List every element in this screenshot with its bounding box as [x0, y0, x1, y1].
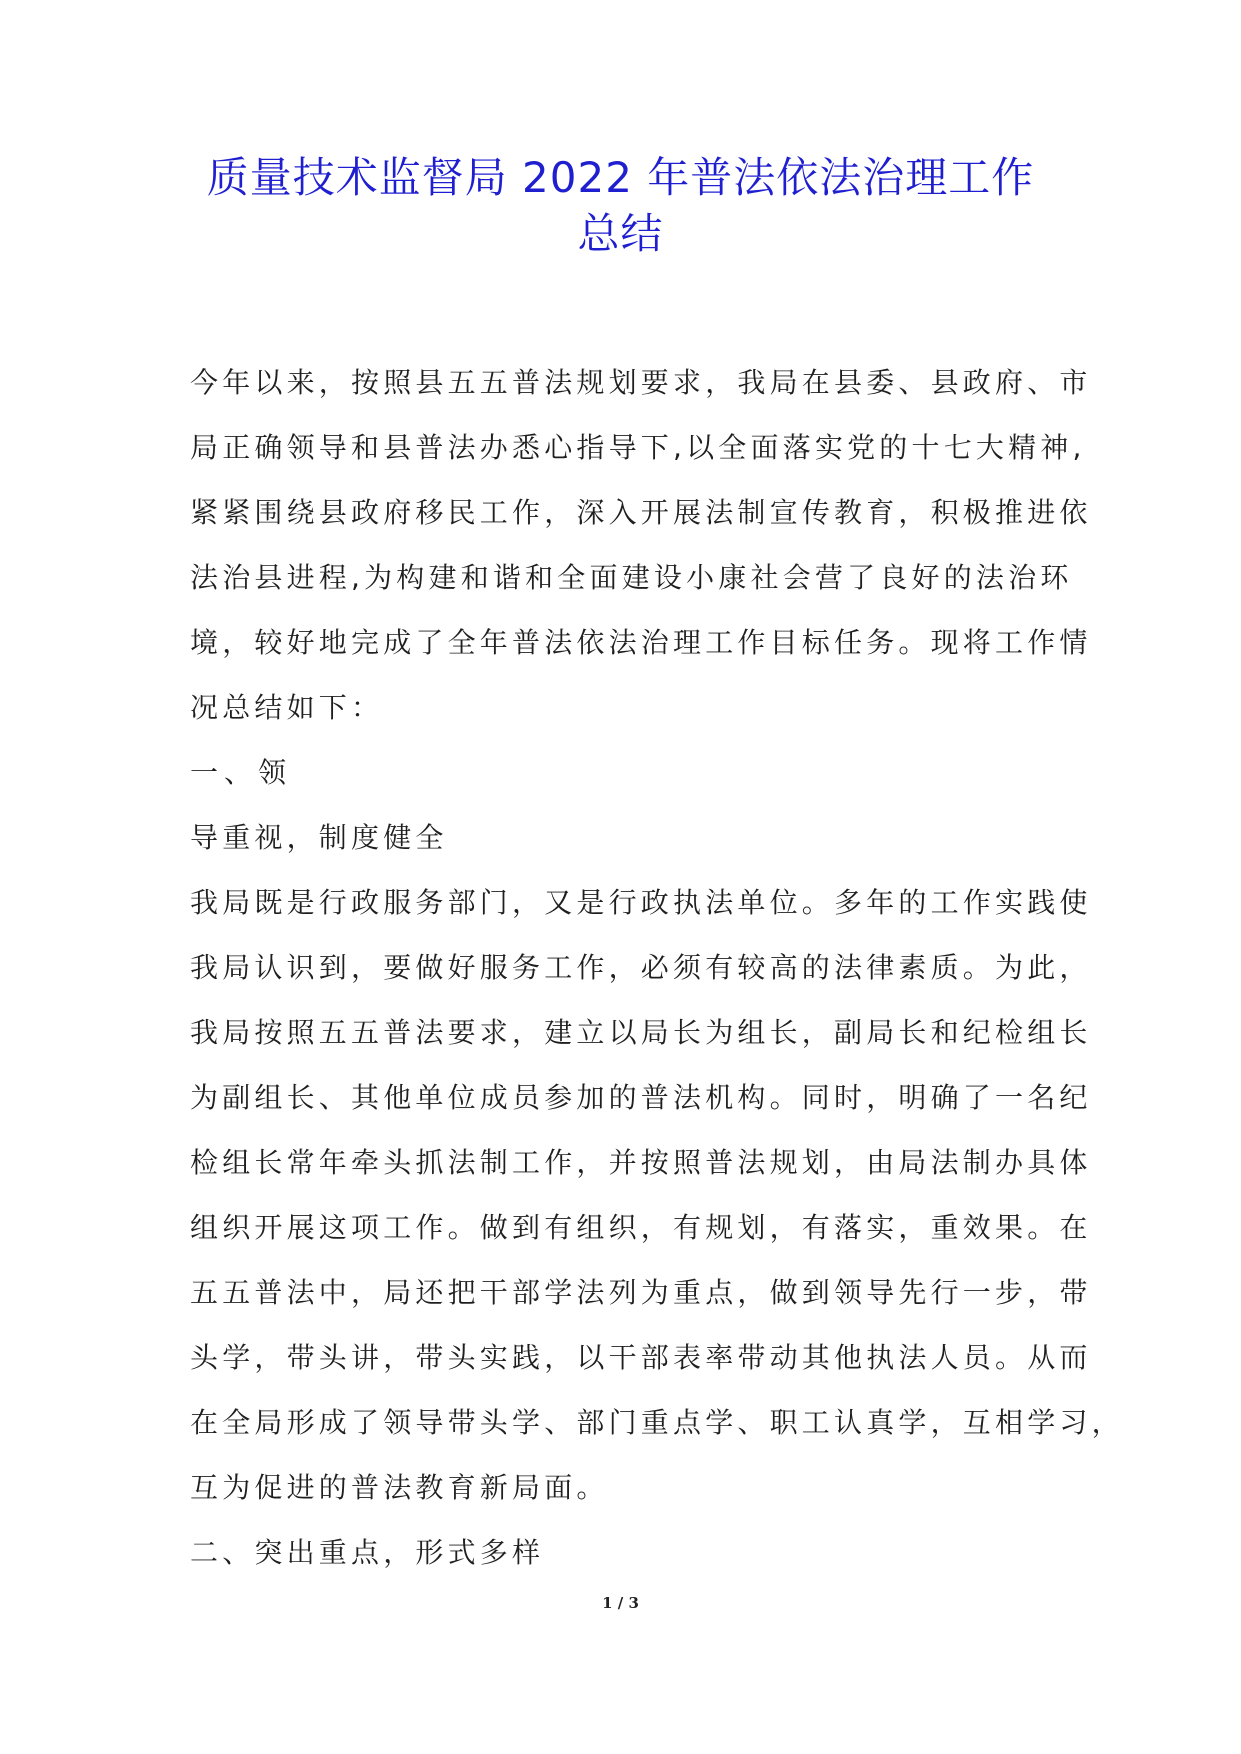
body-line: 头学，带头讲，带头实践，以干部表率带动其他执法人员。从而 — [190, 1341, 1092, 1374]
body-line: 为副组长、其他单位成员参加的普法机构。同时，明确了一名纪 — [190, 1081, 1092, 1114]
title-line-1: 质量技术监督局 2022 年普法依法治理工作 — [206, 153, 1035, 202]
body-line: 我局既是行政服务部门，又是行政执法单位。多年的工作实践使 — [190, 886, 1092, 919]
document-title — [150, 150, 1091, 262]
section-heading: 导重视，制度健全 — [190, 821, 448, 854]
body-line: 今年以来，按照县五五普法规划要求，我局在县委、县政府、市 — [190, 366, 1092, 399]
body-line: 在全局形成了领导带头学、部门重点学、职工认真学，互相学习， — [190, 1406, 1124, 1439]
body-line: 局正确领导和县普法办悉心指导下,以全面落实党的十七大精神, — [190, 431, 1086, 464]
body-line: 互为促进的普法教育新局面。 — [190, 1471, 609, 1504]
body-line: 五五普法中，局还把干部学法列为重点，做到领导先行一步，带 — [190, 1276, 1092, 1309]
body-line: 境，较好地完成了全年普法依法治理工作目标任务。现将工作情 — [190, 626, 1092, 659]
body-line: 法治县进程,为构建和谐和全面建设小康社会营了良好的法治环 — [190, 561, 1073, 594]
body-line: 我局认识到，要做好服务工作，必须有较高的法律素质。为此， — [190, 951, 1092, 984]
title-line-2: 总结 — [577, 209, 664, 258]
body-line: 检组长常年牵头抓法制工作，并按照普法规划，由局法制办具体 — [190, 1146, 1092, 1179]
page-number: 1 / 3 — [602, 1594, 639, 1612]
section-heading: 二、突出重点，形式多样 — [190, 1536, 545, 1569]
body-line: 紧紧围绕县政府移民工作，深入开展法制宣传教育，积极推进依 — [190, 496, 1092, 529]
body-line: 况总结如下： — [190, 691, 384, 724]
document-body — [190, 350, 1124, 1585]
section-heading: 一、领 — [190, 756, 293, 789]
body-line: 组织开展这项工作。做到有组织，有规划，有落实，重效果。在 — [190, 1211, 1092, 1244]
body-line: 我局按照五五普法要求，建立以局长为组长，副局长和纪检组长 — [190, 1016, 1092, 1049]
